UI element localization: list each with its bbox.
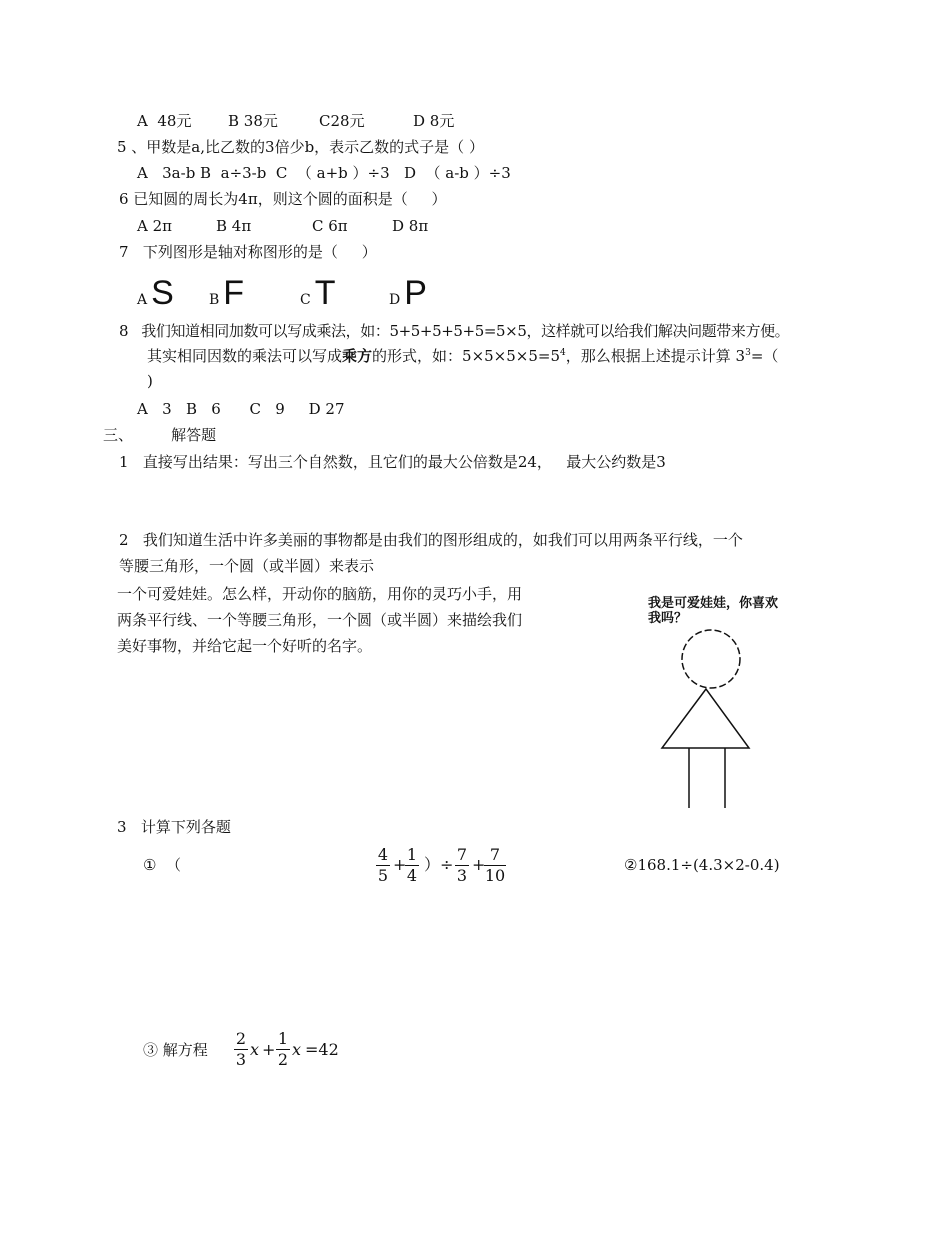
p3-label: ③ 解方程: [143, 1041, 208, 1059]
s3-q2-line-1: 2 我们知道生活中许多美丽的事物都是由我们的图形组成的，如我们可以用两条平行线，一个: [119, 531, 743, 549]
s3-q2-line-2: 等腰三角形，一个圆（或半圆）来表示: [119, 557, 375, 575]
q8-line-2-post: =（: [750, 347, 779, 365]
p1-plus-2: +: [472, 855, 486, 874]
p1-close-divide: ）÷: [424, 855, 454, 874]
p1-fraction-3-numerator: 7: [456, 845, 468, 864]
p1-fraction-1-numerator: 4: [377, 845, 389, 864]
q6-option-b: B 4π: [216, 217, 252, 235]
s3-q2-line-3: 一个可爱娃娃。怎么样，开动你的脑筋，用你的灵巧小手，用: [117, 585, 523, 603]
q7-option-c-letter: T: [314, 274, 336, 312]
p3-fraction-1-denominator: 3: [235, 1050, 247, 1069]
q7-option-a: [137, 274, 174, 315]
p1-label: ① （: [143, 856, 181, 874]
p3-fraction-1-numerator: 2: [235, 1029, 247, 1048]
p3-fraction-1: [234, 1029, 248, 1070]
figure-caption-line-2: 我吗？: [648, 611, 688, 626]
q8-exponent-2: 3: [745, 348, 751, 358]
q8-options: A 3 B 6 C 9 D 27: [137, 400, 345, 418]
p3-fraction-2-denominator: 2: [277, 1050, 289, 1069]
p3-fraction-2: [276, 1029, 290, 1070]
s3-q2-line-4: 两条平行线、一个等腰三角形，一个圆（或半圆）来描绘我们: [117, 611, 523, 629]
q6-option-d: D 8π: [392, 217, 429, 235]
q8-line-1: 8 我们知道相同加数可以写成乘法，如：5+5+5+5+5=5×5，这样就可以给我们解决问题带来方便。: [119, 322, 790, 340]
p1-fraction-4-numerator: 7: [489, 845, 501, 864]
p3-x-1: x: [250, 1040, 260, 1059]
q8-line-2-mid: 的形式，如：5×5×5×5=5: [372, 347, 561, 365]
q7-option-b-label: B: [209, 292, 220, 308]
p1-fraction-3: [455, 845, 469, 886]
p3-x-2: x: [292, 1040, 302, 1059]
p1-fraction-4: [484, 845, 506, 886]
q6-stem: 6 已知圆的周长为4π，则这个圆的面积是（ ）: [119, 190, 447, 208]
q4-option-d: D 8元: [413, 112, 455, 130]
p1-fraction-2-numerator: 1: [406, 845, 418, 864]
doll-body-triangle: [662, 689, 749, 748]
q8-exponent-1: 4: [560, 348, 566, 358]
s3-q1: 1 直接写出结果：写出三个自然数，且它们的最大公倍数是24， 最大公约数是3: [119, 453, 666, 471]
q4-option-b: B 38元: [228, 112, 278, 130]
q8-line-3: ): [147, 372, 153, 390]
q7-option-d-letter: P: [404, 274, 427, 312]
p1-fraction-2: [405, 845, 419, 886]
doll-figure: [650, 620, 760, 815]
p1-fraction-1: [376, 845, 390, 886]
p1-fraction-3-denominator: 3: [456, 866, 468, 885]
p3-plus: +: [262, 1040, 276, 1059]
q7-stem: 7 下列图形是轴对称图形的是（ ）: [119, 243, 377, 261]
q8-line-2-pre: 其实相同因数的乘法可以写成: [147, 347, 343, 365]
q8-keyword-power: 乘方: [342, 347, 373, 365]
q4-option-c: C28元: [319, 112, 365, 130]
q7-option-d: [389, 274, 427, 315]
q8-line-2: [147, 346, 778, 366]
p1-fraction-4-denominator: 10: [484, 866, 506, 885]
q7-option-a-label: A: [137, 292, 148, 308]
q5-stem: 5 、甲数是a,比乙数的3倍少b，表示乙数的式子是（ ）: [117, 138, 484, 156]
q6-option-c: C 6π: [312, 217, 348, 235]
p3-equals: =42: [305, 1040, 339, 1059]
p1-fraction-2-denominator: 4: [406, 866, 418, 885]
q7-option-b: [209, 274, 245, 315]
doll-head-circle: [682, 630, 740, 688]
s3-q3-title: 3 计算下列各题: [117, 818, 231, 836]
p1-plus-1: +: [393, 855, 407, 874]
section-3-heading: 三、 解答题: [103, 426, 217, 444]
q7-option-a-letter: S: [151, 274, 174, 312]
p3-fraction-2-numerator: 1: [277, 1029, 289, 1048]
p2-expression: ②168.1÷(4.3×2-0.4): [624, 856, 780, 874]
figure-caption-line-1: 我是可爱娃娃，你喜欢: [648, 596, 779, 611]
q7-option-d-label: D: [389, 292, 401, 308]
q5-options: A 3a-b B a÷3-b C （ a+b ）÷3 D （ a-b ）÷3: [137, 164, 511, 182]
q7-option-c: [300, 274, 336, 315]
p1-fraction-1-denominator: 5: [377, 866, 389, 885]
s3-q2-line-5: 美好事物，并给它起一个好听的名字。: [117, 637, 373, 655]
q7-option-b-letter: F: [223, 274, 245, 312]
q4-option-a: A 48元: [137, 112, 192, 130]
q7-option-c-label: C: [300, 292, 311, 308]
q6-option-a: A 2π: [137, 217, 173, 235]
q8-line-2-mid2: ，那么根据上述提示计算 3: [565, 347, 746, 365]
